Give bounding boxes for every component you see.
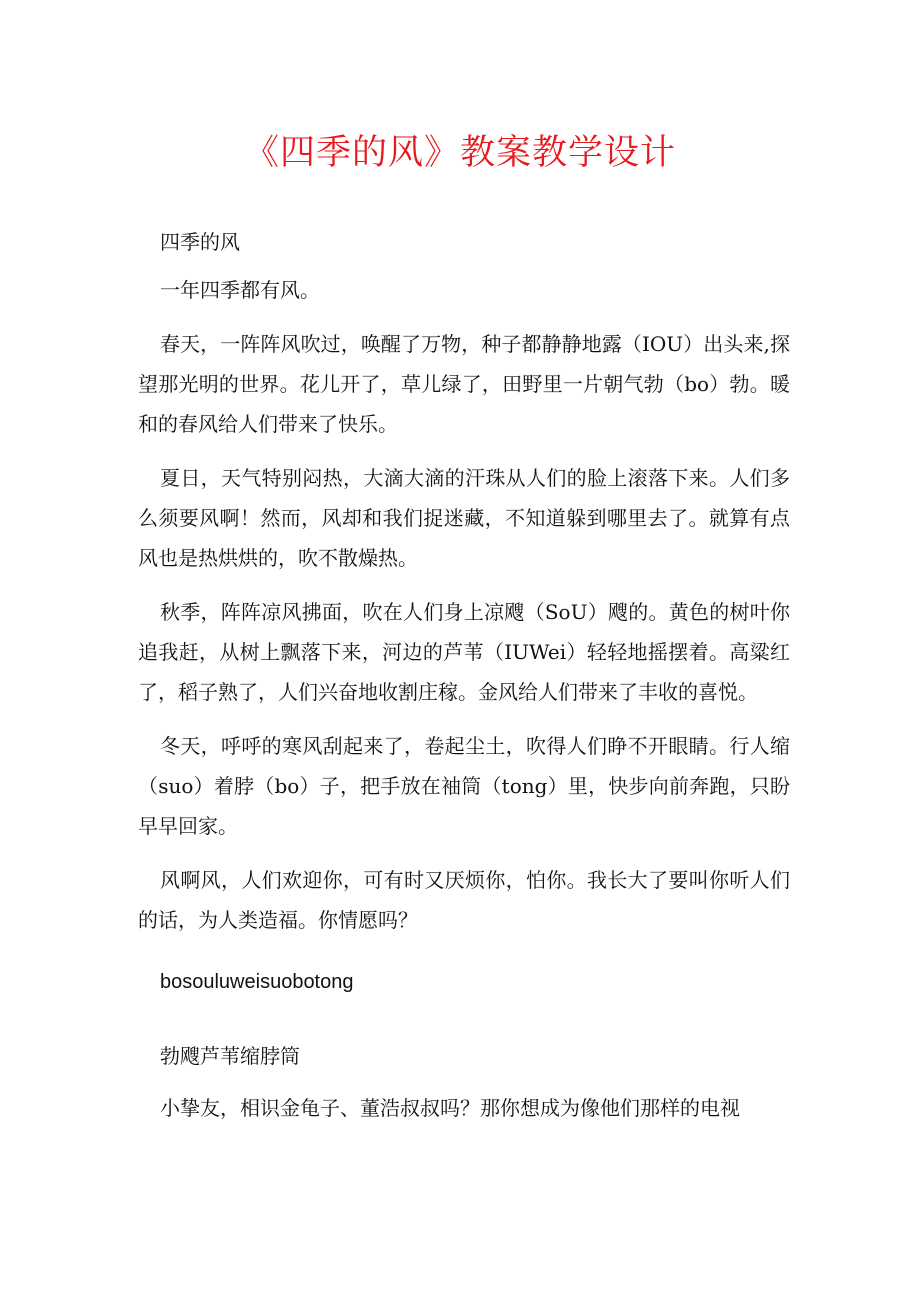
paragraph-3: 夏日，天气特别闷热，大滴大滴的汗珠从人们的脸上滚落下来。人们多么须要风啊！然而，风却和我们捉迷藏，不知道躲到哪里去了。就算有点风也是热烘烘的，吹不散燥热。 bbox=[138, 466, 790, 570]
pinyin-line: bosouluweisuobotong bbox=[160, 971, 354, 993]
paragraph-5: 冬天，呼呼的寒风刮起来了，卷起尘土，吹得人们睁不开眼睛。行人缩（suo）着脖（bo）子，把手放在袖筒（tong）里，快步向前奔跑，只盼早早回家。 bbox=[138, 734, 790, 838]
characters-line: 勃飕芦苇缩脖筒 bbox=[160, 1044, 300, 1068]
document-title: 《四季的风》教案教学设计 bbox=[243, 133, 676, 173]
paragraph-1: 一年四季都有风。 bbox=[160, 278, 320, 302]
section-heading: 四季的风 bbox=[160, 230, 240, 254]
paragraph-4: 秋季，阵阵凉风拂面，吹在人们身上凉飕（SoU）飕的。黄色的树叶你追我赶，从树上飘落下来，河边的芦苇（IUWei）轻轻地摇摆着。高粱红了，稻子熟了，人们兴奋地收割庄稼。金风给人们带来了丰收的喜悦。 bbox=[138, 600, 790, 704]
paragraph-last: 小挚友，相识金龟子、董浩叔叔吗？那你想成为像他们那样的电视 bbox=[160, 1096, 740, 1120]
document-body bbox=[138, 222, 790, 1128]
paragraph-6: 风啊风，人们欢迎你，可有时又厌烦你，怕你。我长大了要叫你听人们的话，为人类造福。你情愿吗？ bbox=[138, 868, 790, 932]
paragraph-2: 春天，一阵阵风吹过，唤醒了万物，种子都静静地露（IOU）出头来,探望那光明的世界。花儿开了，草儿绿了，田野里一片朝气勃（bo）勃。暖和的春风给人们带来了快乐。 bbox=[138, 332, 790, 436]
